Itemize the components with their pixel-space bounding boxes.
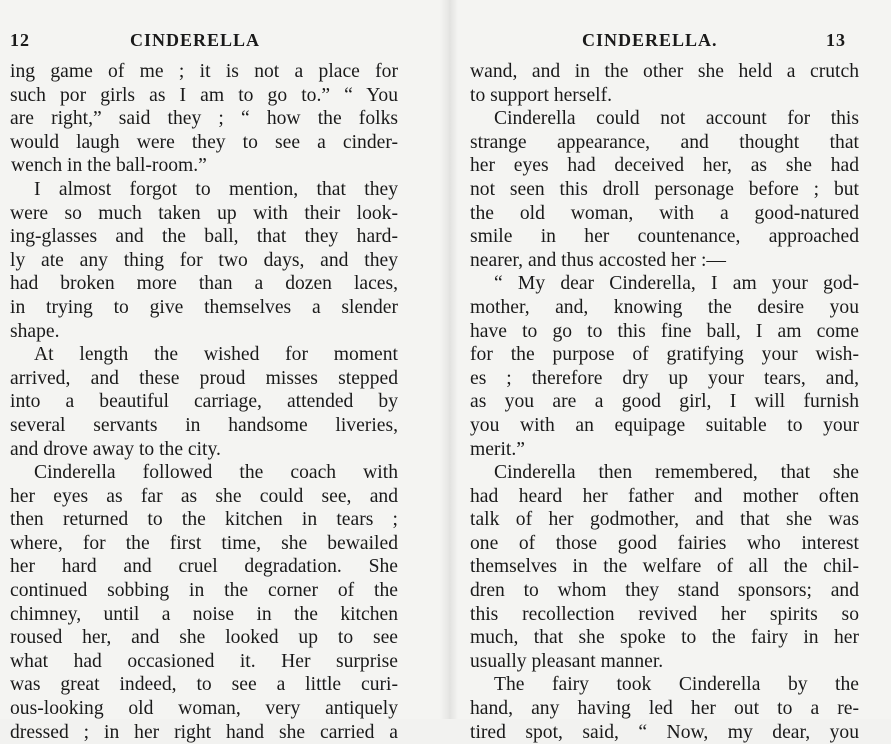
text-line: you with an equipage suitable to your bbox=[470, 414, 859, 436]
text-line: smile in her countenance, approached bbox=[470, 226, 859, 248]
text-line: much, that she spoke to the fairy in her bbox=[470, 627, 859, 649]
left-page bbox=[0, 0, 440, 743]
text-line: ous-looking old woman, very antiquely bbox=[10, 698, 398, 720]
text-line: and drove away to the city. bbox=[10, 438, 221, 460]
text-line: her eyes had deceived her, as she had bbox=[470, 155, 859, 177]
text-line: ing game of me ; it is not a place for bbox=[10, 61, 398, 82]
text-line: themselves in the welfare of all the chil- bbox=[470, 556, 859, 578]
text-line: would laugh were they to see a cinder- bbox=[10, 131, 398, 153]
text-line: dren to whom they stand sponsors; and bbox=[470, 580, 859, 602]
text-line: not seen this droll personage before ; but bbox=[470, 178, 859, 200]
text-line: Cinderella then remembered, that she bbox=[494, 462, 859, 484]
text-line: in trying to give themselves a slender bbox=[10, 296, 398, 318]
text-line: shape. bbox=[10, 320, 60, 342]
running-head: CINDERELLA. bbox=[582, 30, 718, 50]
text-line: had heard her father and mother often bbox=[470, 485, 859, 507]
text-line: Cinderella followed the coach with bbox=[34, 462, 398, 484]
text-line: dressed ; in her right hand she carried a bbox=[10, 721, 398, 743]
text-line: ly ate any thing for two days, and they bbox=[10, 249, 398, 271]
text-line: The fairy took Cinderella by the bbox=[494, 674, 859, 696]
text-line: talk of her godmother, and that she was bbox=[470, 509, 859, 531]
text-line: Cinderella could not account for this bbox=[494, 108, 859, 130]
right-page bbox=[458, 0, 891, 743]
text-line: such por girls as I am to go to.” “ You bbox=[10, 84, 398, 106]
book-gutter bbox=[440, 0, 458, 719]
text-line: was great indeed, to see a little curi- bbox=[10, 674, 398, 696]
page-body-text bbox=[470, 60, 859, 744]
text-line: this recollection revived her spirits so bbox=[470, 603, 859, 625]
text-line: ing-glasses and the ball, that they hard- bbox=[10, 226, 398, 248]
text-line: nearer, and thus accosted her :— bbox=[470, 249, 727, 271]
text-line: into a beautiful carriage, attended by bbox=[10, 391, 398, 413]
text-line: chimney, until a noise in the kitchen bbox=[10, 603, 398, 625]
text-line: as you are a good girl, I will furnish bbox=[470, 391, 859, 413]
page-body-text bbox=[10, 60, 398, 744]
text-line: then returned to the kitchen in tears ; bbox=[10, 509, 398, 531]
text-line: her hard and cruel degradation. She bbox=[10, 556, 398, 578]
text-line: I almost forgot to mention, that they bbox=[34, 178, 398, 200]
text-line: what had occasioned it. Her surprise bbox=[10, 650, 398, 672]
text-line: several servants in handsome liveries, bbox=[10, 414, 398, 436]
text-line: es ; therefore dry up your tears, and, bbox=[470, 367, 859, 389]
text-line: her eyes as far as she could see, and bbox=[10, 485, 398, 507]
text-line: where, for the first time, she bewailed bbox=[10, 532, 398, 554]
text-line: to support herself. bbox=[470, 84, 613, 106]
text-line: wand, and in the other she held a crutch bbox=[470, 61, 859, 82]
text-line: wench in the ball-room.” bbox=[11, 155, 207, 177]
text-line: arrived, and these proud misses stepped bbox=[10, 367, 398, 389]
text-line: the old woman, with a good-natured bbox=[470, 202, 859, 224]
text-line: tired spot, said, “ Now, my dear, you bbox=[470, 721, 859, 743]
page-number: 13 bbox=[826, 30, 846, 50]
text-line: for the purpose of gratifying your wish- bbox=[470, 344, 859, 366]
text-line: continued sobbing in the corner of the bbox=[10, 580, 398, 602]
page-number: 12 bbox=[10, 30, 30, 50]
running-head: CINDERELLA bbox=[130, 30, 261, 50]
text-line: one of those good fairies who interest bbox=[470, 532, 859, 554]
text-line: were so much taken up with their look- bbox=[10, 202, 398, 224]
text-line: roused her, and she looked up to see bbox=[10, 627, 398, 649]
text-line: mother, and, knowing the desire you bbox=[470, 296, 859, 318]
text-line: have to go to this fine ball, I am come bbox=[470, 320, 859, 342]
text-line: are right,” said they ; “ how the folks bbox=[10, 108, 398, 130]
text-line: At length the wished for moment bbox=[34, 344, 398, 366]
text-line: merit.” bbox=[470, 438, 525, 460]
text-line: hand, any having led her out to a re- bbox=[470, 698, 859, 720]
text-line: “ My dear Cinderella, I am your god- bbox=[494, 273, 859, 295]
text-line: usually pleasant manner. bbox=[470, 650, 664, 672]
text-line: had broken more than a dozen laces, bbox=[10, 273, 398, 295]
text-line: strange appearance, and thought that bbox=[470, 131, 859, 153]
